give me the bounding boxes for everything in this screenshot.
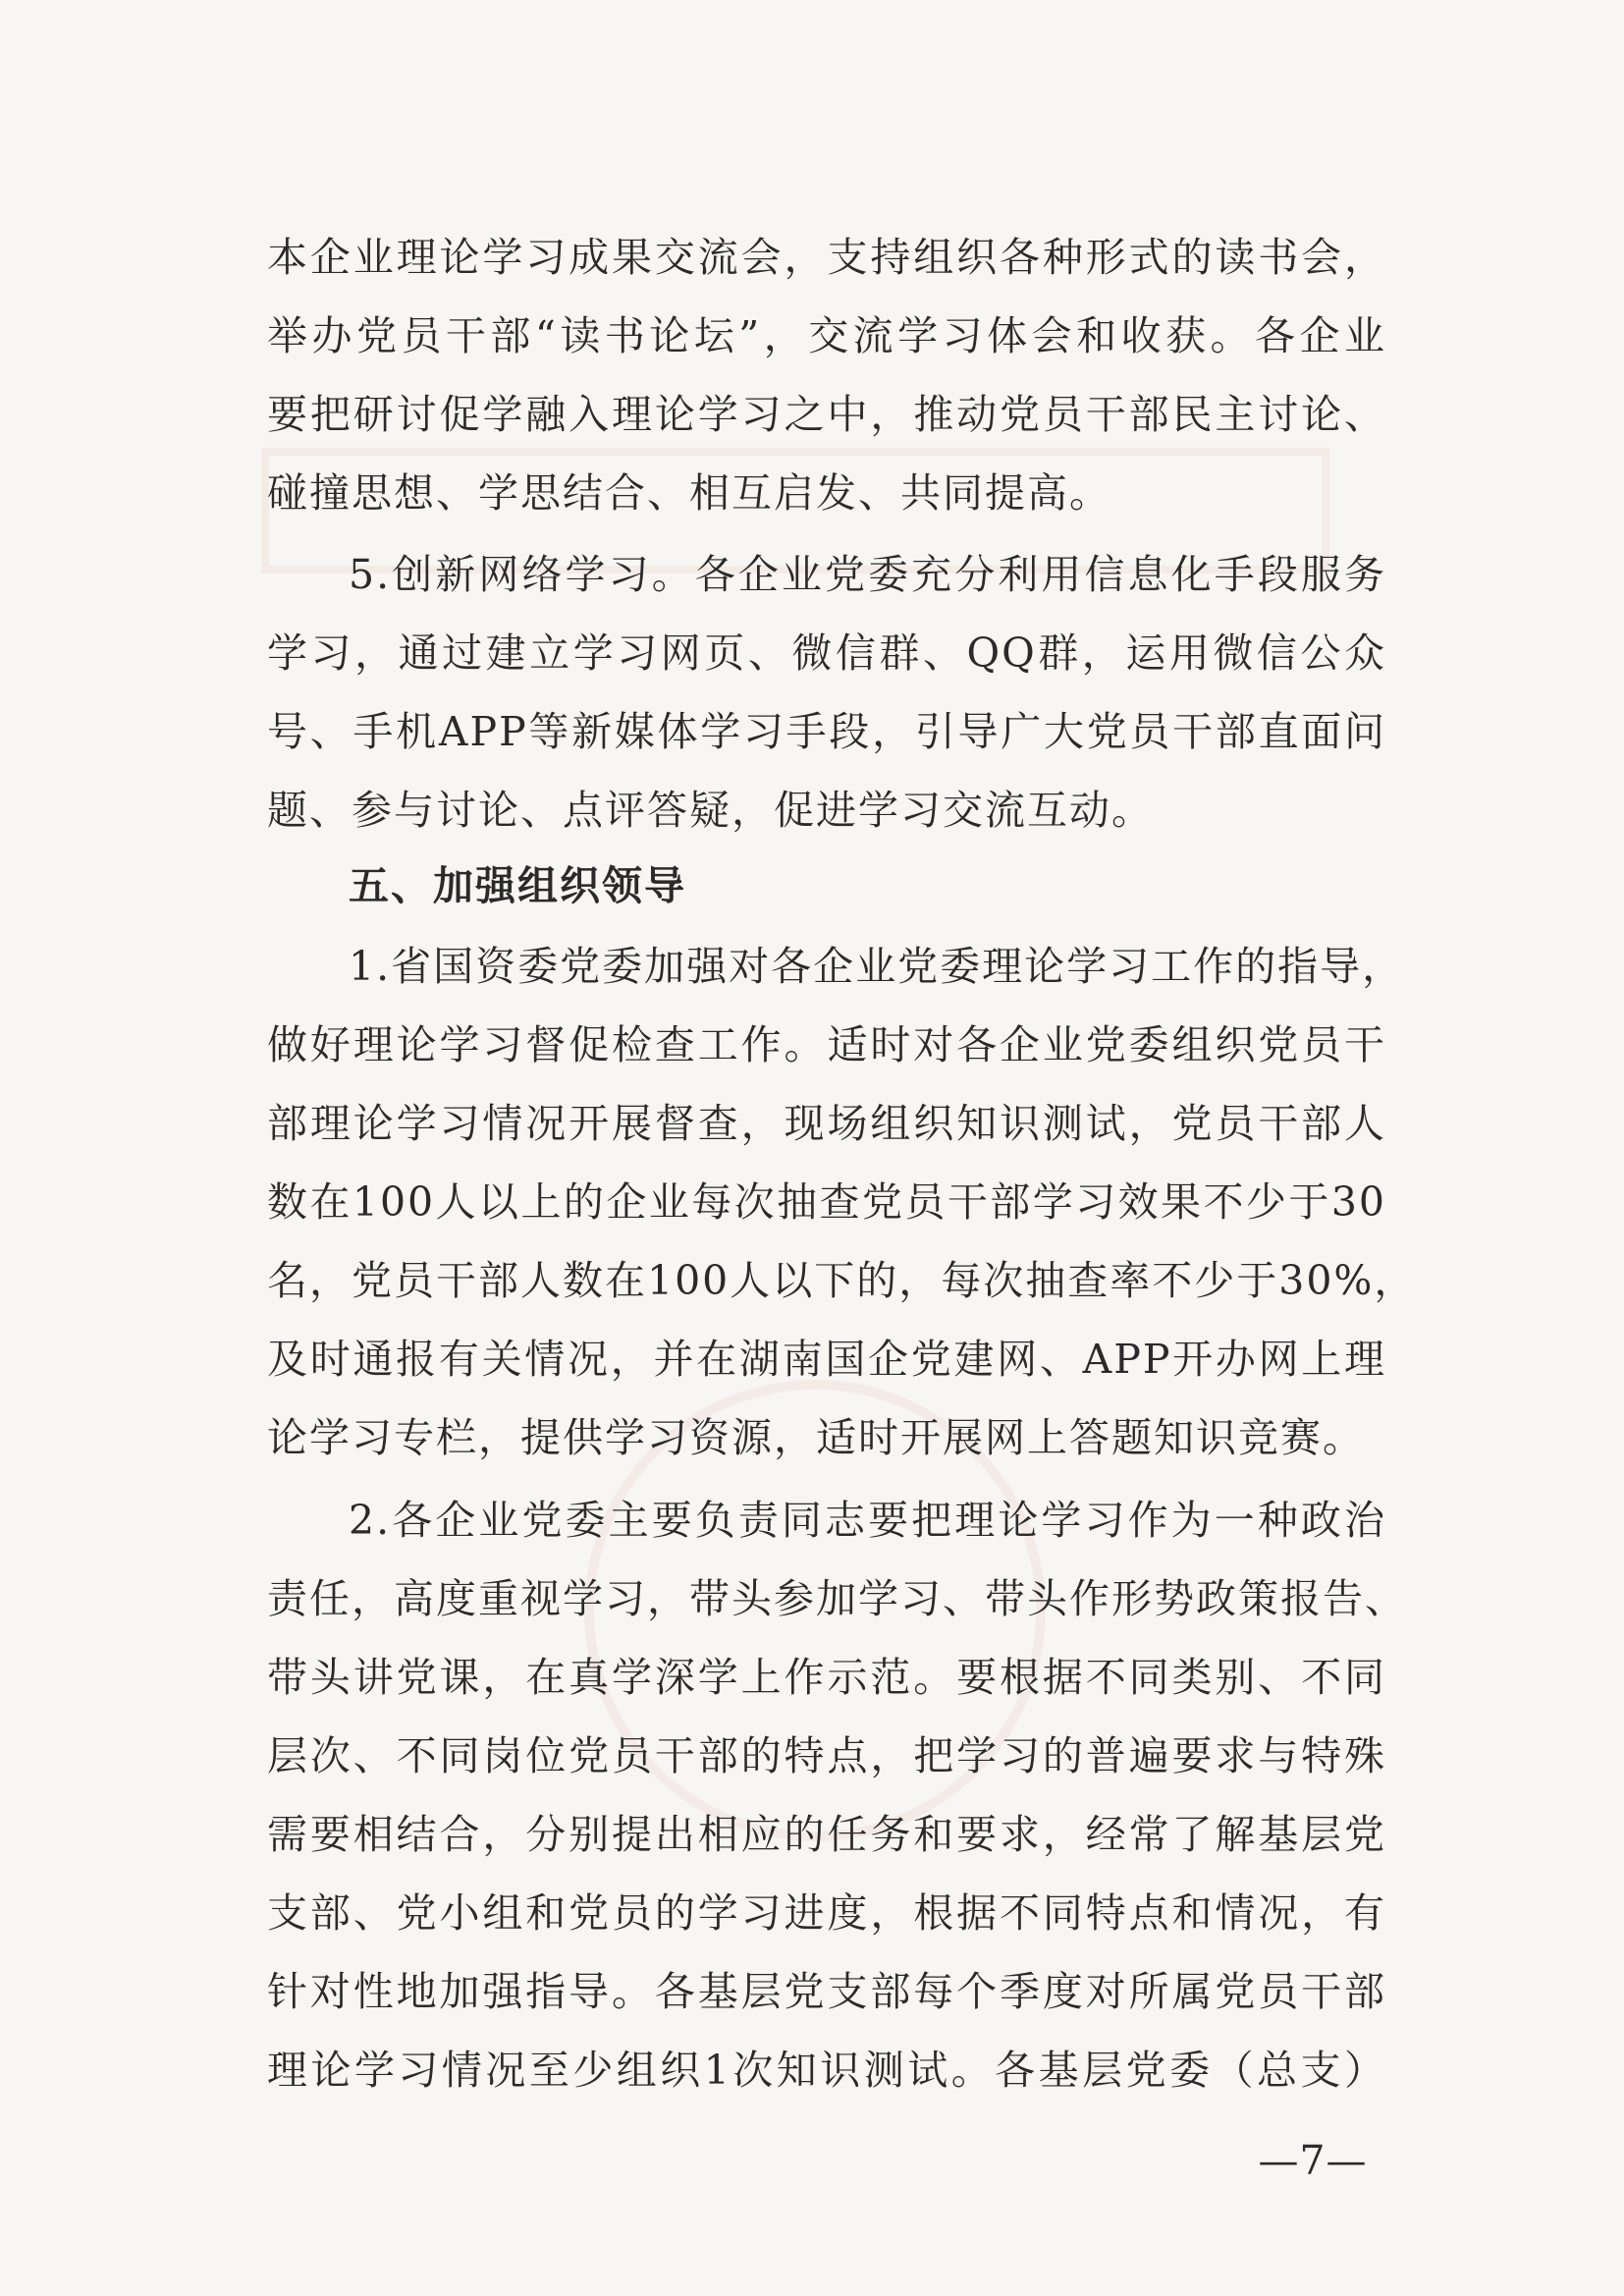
text-line: 论学习专栏，提供学习资源，适时开展网上答题知识竞赛。	[267, 1414, 1365, 1461]
text-line: 部理论学习情况开展督查，现场组织知识测试，党员干部人	[267, 1100, 1386, 1147]
text-line: 碰撞思想、学思结合、相互启发、共同提高。	[267, 469, 1111, 517]
text-line: 1.省国资委党委加强对各企业党委理论学习工作的指导，	[349, 943, 1405, 990]
text-line: 题、参与讨论、点评答疑，促进学习交流互动。	[267, 787, 1154, 834]
text-line: 责任，高度重视学习，带头参加学习、带头作形势政策报告、	[267, 1575, 1407, 1622]
text-line: 本企业理论学习成果交流会，支持组织各种形式的读书会，	[267, 234, 1386, 281]
text-line: 号、手机APP等新媒体学习手段，引导广大党员干部直面问	[267, 708, 1386, 755]
text-line: 2.各企业党委主要负责同志要把理论学习作为一种政治	[349, 1497, 1386, 1544]
text-line: 需要相结合，分别提出相应的任务和要求，经常了解基层党	[267, 1811, 1386, 1858]
text-line: 针对性地加强指导。各基层党支部每个季度对所属党员干部	[267, 1968, 1386, 2015]
text-line: 名，党员干部人数在100人以下的，每次抽查率不少于30%，	[267, 1257, 1417, 1304]
text-line: 要把研讨促学融入理论学习之中，推动党员干部民主讨论、	[267, 391, 1386, 438]
text-line: 及时通报有关情况，并在湖南国企党建网、APP开办网上理	[267, 1336, 1386, 1383]
section-heading: 五、加强组织领导	[349, 862, 686, 909]
text-line: 理论学习情况至少组织1次知识测试。各基层党委（总支）	[267, 2047, 1386, 2094]
text-line: 带头讲党课，在真学深学上作示范。要根据不同类别、不同	[267, 1654, 1386, 1701]
text-line: 学习，通过建立学习网页、微信群、QQ群，运用微信公众	[267, 629, 1386, 677]
text-line: 举办党员干部“读书论坛”，交流学习体会和收获。各企业	[267, 312, 1386, 359]
text-line: 支部、党小组和党员的学习进度，根据不同特点和情况，有	[267, 1889, 1386, 1937]
text-line: 5.创新网络学习。各企业党委充分利用信息化手段服务	[349, 551, 1386, 598]
text-line: 做好理论学习督促检查工作。适时对各企业党委组织党员干	[267, 1021, 1386, 1068]
text-line: 层次、不同岗位党员干部的特点，把学习的普遍要求与特殊	[267, 1732, 1386, 1779]
text-line: 数在100人以上的企业每次抽查党员干部学习效果不少于30	[267, 1178, 1386, 1226]
page-number: —7—	[1258, 2137, 1368, 2184]
